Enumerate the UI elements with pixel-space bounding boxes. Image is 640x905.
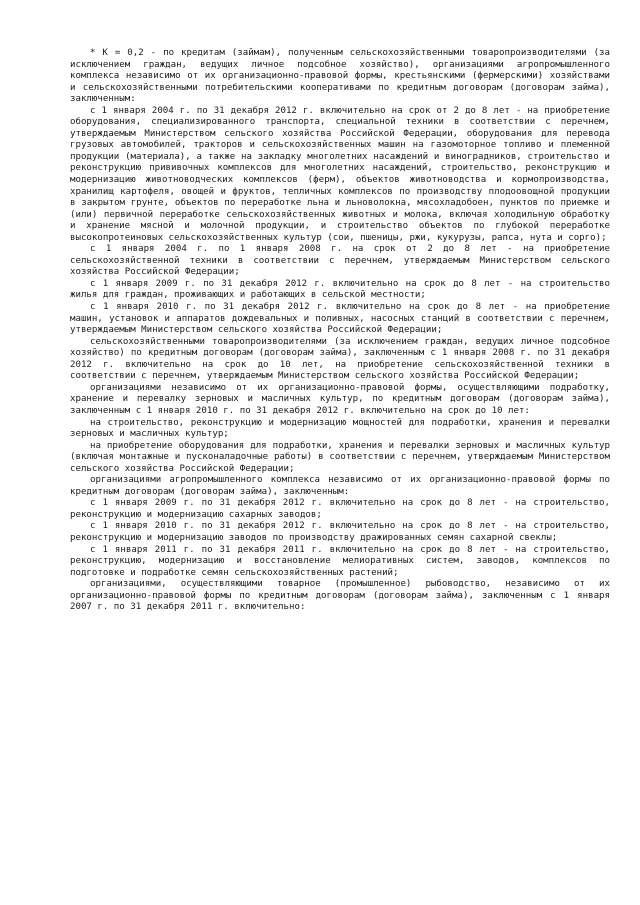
paragraph: с 1 января 2009 г. по 31 декабря 2012 г. включительно на срок до 8 лет - на строительство жилья для граждан, проживающих и работающих в сельской местности; — [70, 278, 610, 301]
paragraph: организациями агропромышленного комплекса независимо от их организационно-правовой формы по кредитным договорам (договорам займа), заключенным: — [70, 475, 610, 497]
paragraph: с 1 января 2011 г. по 31 декабря 2011 г. включительно на срок до 8 лет - на строительство, реконструкцию, модернизацию и восстановление мелиоративных систем, заводов, комплексов по подготовке и подработке семян сельскохозяйственных растений; — [70, 544, 610, 578]
paragraph: сельскохозяйственными товаропроизводителями (за исключением граждан, ведущих личное подсобное хозяйство) по кредитным договорам (договорам займа), заключенным с 1 января 2008 г. по 31 декабря 2012 г. включительно на срок до 10 лет, на приобретение сельскохозяйственной техники в соответствии с перечнем, утверждаемым Министерством сельского хозяйства Российской Федерации; — [70, 336, 610, 382]
paragraph: с 1 января 2009 г. по 31 декабря 2012 г. включительно на срок до 8 лет - на строительство, реконструкцию и модернизацию сахарных заводов; — [70, 498, 610, 520]
paragraph: с 1 января 2004 г. по 31 декабря 2012 г. включительно на срок от 2 до 8 лет - на приобретение оборудования, специализированного транспорта, специальной техники в соответствии с перечнем, утверждаемым Министерством сельского хозяйства Российской Федерации, оборудования для перевода грузовых автомобилей, тракторов и сельскохозяйственных машин на газомоторное топливо и племенной продукции (материала), а также на закладку многолетних насаждений и виноградников, строительство и реконструкцию прививочных комплексов для многолетних насаждений, строительство, реконструкцию и модернизацию животноводческих комплексов (ферм), объектов животноводства и кормопроизводства, хранилищ картофеля, овощей и фруктов, тепличных комплексов по производству плодоовощной продукции в закрытом грунте, объектов по переработке льна и льноволокна, мясохладобоен, пунктов по приемке и (или) первичной переработке сельскохозяйственных животных и молока, включая холодильную обработку и хранение мясной и молочной продукции, и строительство объектов по глубокой переработке высокопротеиновых сельскохозяйственных культур (сои, пшеницы, ржи, кукурузы, рапса, нута и сорго); — [70, 105, 610, 243]
paragraph: с 1 января 2004 г. по 1 января 2008 г. на срок от 2 до 8 лет - на приобретение сельскохозяйственной техники в соответствии с перечнем, утверждаемым Министерством сельского хозяйства Российской Федерации; — [70, 244, 610, 278]
paragraph: * К = 0,2 - по кредитам (займам), полученным сельскохозяйственными товаропроизводителями (за исключением граждан, ведущих личное подсобное хозяйство), организациями агропромышленного комплекса независимо от их организационно-правовой формы, крестьянскими (фермерскими) хозяйствами и сельскохозяйственными потребительскими кооперативами по кредитным договорам (договорам займа), заключенным: — [70, 48, 610, 105]
paragraph: организациями независимо от их организационно-правовой формы, осуществляющими подработку, хранение и перевалку зерновых и масличных культур, по кредитным договорам (договорам займа), заключенным с 1 января 2010 г. по 31 декабря 2012 г. включительно на срок до 10 лет: — [70, 382, 610, 416]
paragraph: с 1 января 2010 г. по 31 декабря 2012 г. включительно на срок до 8 лет - на строительство, реконструкцию и модернизацию заводов по производству дражированных семян сахарной свеклы; — [70, 521, 610, 543]
paragraph: на строительство, реконструкцию и модернизацию мощностей для подработки, хранения и перевалки зерновых и масличных культур; — [70, 417, 610, 440]
paragraph: с 1 января 2010 г. по 31 декабря 2012 г. включительно на срок до 8 лет - на приобретение машин, установок и аппаратов дождевальных и поливных, насосных станций в соответствии с перечнем, утверждаемым Министерством сельского хозяйства Российской Федерации; — [70, 302, 610, 336]
paragraph: организациями, осуществляющими товарное (промышленное) рыбоводство, независимо от их организационно-правовой формы по кредитным договорам (договорам займа), заключенным с 1 января 2007 г. по 31 декабря 2011 г. включительно: — [70, 579, 610, 613]
paragraph: на приобретение оборудования для подработки, хранения и перевалки зерновых и масличных культур (включая монтажные и пусконаладочные работы) в соответствии с перечнем, утверждаемым Министерством сельского хозяйства Российской Федерации; — [70, 440, 610, 474]
document-page — [70, 48, 610, 614]
